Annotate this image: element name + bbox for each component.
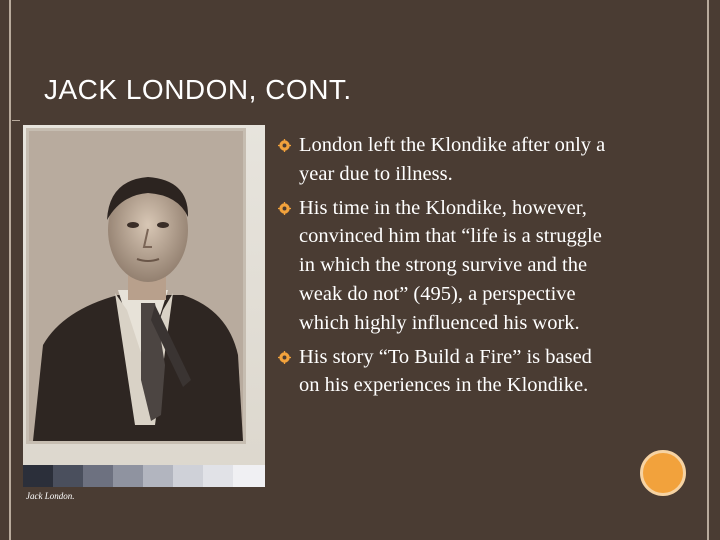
accent-circle	[640, 450, 686, 496]
gear-icon	[278, 202, 291, 215]
title-rule	[12, 120, 20, 121]
slide-title: JACK LONDON, CONT.	[44, 74, 352, 105]
bullet-list	[286, 131, 616, 405]
portrait-photo	[23, 125, 265, 487]
bullet-item	[286, 131, 616, 189]
photo-caption: Jack London.	[26, 491, 75, 501]
bullet-text: His time in the Klondike, however, convinced him that “life is a struggle in which the strong survive and the weak do not” (495), a perspective which highly influenced his work.	[299, 196, 602, 334]
bullet-text: His story “To Build a Fire” is based on his experiences in the Klondike.	[299, 345, 592, 397]
bullet-item	[286, 194, 616, 338]
gear-icon	[278, 139, 291, 152]
bullet-text: London left the Klondike after only a year due to illness.	[299, 134, 606, 185]
gear-icon	[278, 351, 291, 364]
bullet-item	[286, 343, 616, 401]
